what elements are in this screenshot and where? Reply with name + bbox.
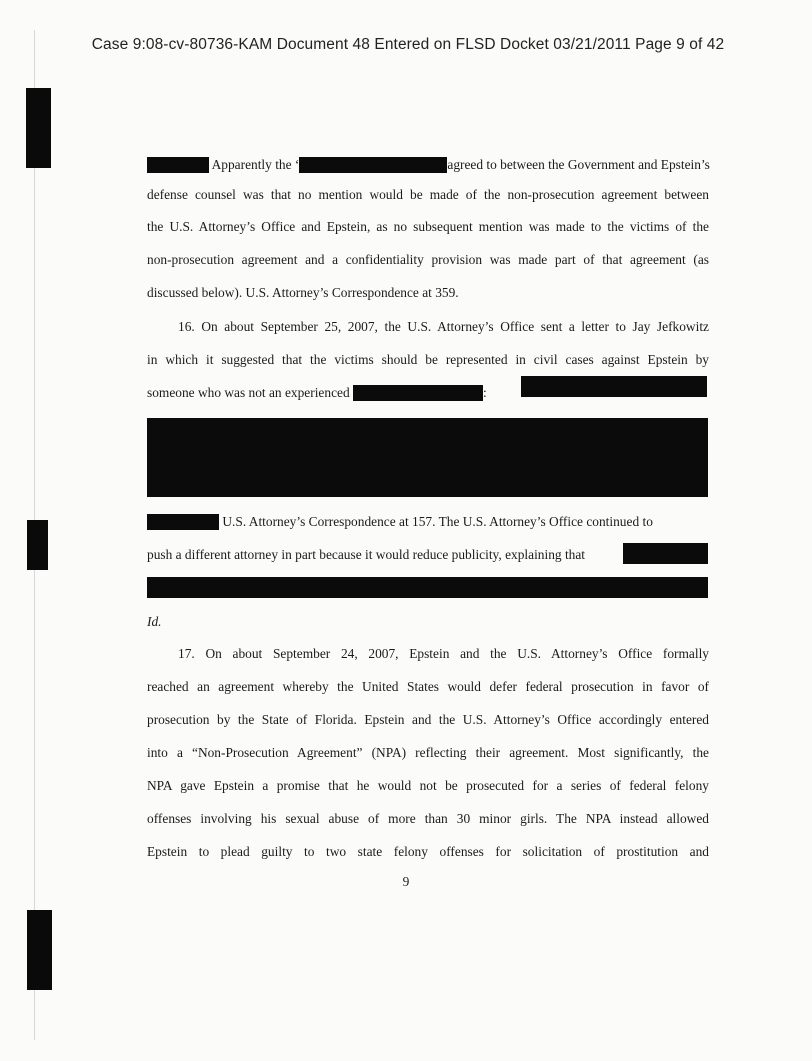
para17-line6: offenses involving his sexual abuse of more than 30 minor girls. The NPA instead allowed <box>147 811 709 826</box>
para15-line5: discussed below). U.S. Attorney’s Correspondence at 359. <box>147 285 459 300</box>
court-docket-header: Case 9:08-cv-80736-KAM Document 48 Entered on FLSD Docket 03/21/2011 Page 9 of 42 <box>91 36 725 53</box>
scan-binder-mark-bottom <box>27 910 52 990</box>
para15-line1 <box>147 156 709 173</box>
para15-line1-text-b: agreed to between the Government and Epstein’s <box>447 157 710 172</box>
redaction-block <box>521 376 707 397</box>
para17-line3: prosecution by the State of Florida. Epstein and the U.S. Attorney’s Office accordingly entered <box>147 712 709 727</box>
para16-line5-text: push a different attorney in part because it would reduce publicity, explaining that <box>147 547 586 562</box>
para16-line1: 16. On about September 25, 2007, the U.S. Attorney’s Office sent a letter to Jay Jefkowitz <box>178 319 709 334</box>
redaction-block-line <box>147 577 708 598</box>
scan-binder-mark-middle <box>27 520 48 570</box>
redaction-block <box>147 514 219 530</box>
para17-line7: Epstein to plead guilty to two state felony offenses for solicitation of prostitution and <box>147 844 709 859</box>
scan-binder-mark-top <box>26 88 51 168</box>
redaction-block <box>623 543 708 564</box>
para17-line4: into a “Non-Prosecution Agreement” (NPA) reflecting their agreement. Most significantly, the <box>147 745 709 760</box>
para17-line5: NPA gave Epstein a promise that he would not be prosecuted for a series of federal felony <box>147 778 709 793</box>
redaction-block <box>147 157 209 173</box>
para16-line3-colon: : <box>483 385 487 400</box>
para16-line4 <box>147 513 709 530</box>
para15-line1-text-a: Apparently the ‘ <box>211 157 300 172</box>
para16-line2: in which it suggested that the victims should be represented in civil cases against Epstein by <box>147 352 709 367</box>
para16-line3-text-a: someone who was not an experienced <box>147 385 350 400</box>
para17-line1: 17. On about September 24, 2007, Epstein and the U.S. Attorney’s Office formally <box>178 646 709 661</box>
para15-line4: non-prosecution agreement and a confidentiality provision was made part of that agreement (as <box>147 252 709 267</box>
para16-line4-text: U.S. Attorney’s Correspondence at 157. The U.S. Attorney’s Office continued to <box>222 514 653 529</box>
para15-line2: defense counsel was that no mention would be made of the non-prosecution agreement between <box>147 187 709 202</box>
page-number: 9 <box>402 874 410 889</box>
redaction-block <box>299 157 447 173</box>
redaction-block-large <box>147 418 708 497</box>
redaction-block <box>353 385 483 401</box>
para15-line3: the U.S. Attorney’s Office and Epstein, as no subsequent mention was made to the victims of the <box>147 219 709 234</box>
para17-line2: reached an agreement whereby the United States would defer federal prosecution in favor of <box>147 679 709 694</box>
para16-cite: Id. <box>147 614 162 629</box>
